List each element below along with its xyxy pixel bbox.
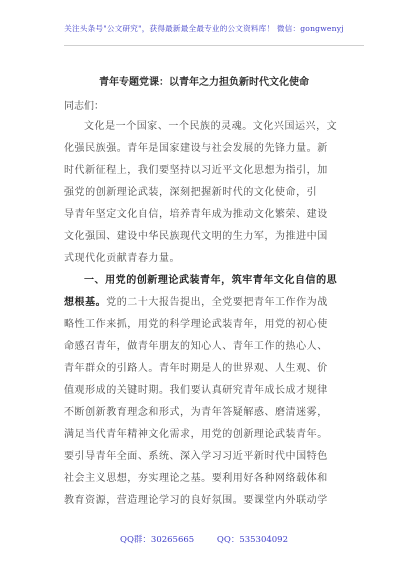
paragraph-line: 命感召青年，做青年朋友的知心人、青年工作的热心人、	[64, 341, 328, 352]
paragraph-line: 值观形成的关键时期。我们要认真研究青年成长成才规律	[64, 385, 328, 396]
paragraph-line: 社会主义思想，夯实理论之基。要利用好各种网络载体和	[64, 473, 328, 484]
paragraph-line: 文化强国、建设中华民族现代文明的生力军，为推进中国	[64, 231, 328, 242]
section-heading-text: 想根基。	[64, 297, 107, 308]
section-heading-line	[84, 273, 337, 289]
section-heading-text: 一、用党的创新理论武装青年，筑牢青年文化自信的思	[84, 275, 338, 286]
paragraph-line: 文化是一个国家、一个民族的灵魂。文化兴国运兴，文	[84, 121, 338, 132]
section-body-text: 党的二十大报告提出，全党要把青年工作作为战	[106, 297, 328, 308]
footer-qq-number: QQ：535304092	[216, 535, 288, 545]
paragraph-line: 强党的创新理论武装，深刻把握新时代的文化使命，引	[64, 187, 318, 198]
section-heading-continuation	[64, 295, 328, 311]
paragraph-line: 导青年坚定文化自信，培养青年成为推动文化繁荣、建设	[64, 209, 328, 220]
header-divider	[64, 45, 364, 46]
document-title: 青年专题党课：以青年之力担负新时代文化使命	[99, 77, 309, 88]
paragraph-line: 不断创新教育理念和形式，为青年答疑解惑、磨清迷雾，	[64, 407, 328, 418]
paragraph-line: 化强民族强。青年是国家建设与社会发展的先锋力量。新	[64, 143, 328, 154]
paragraph-line: 青年群众的引路人。青年时期是人的世界观、人生观、价	[64, 363, 328, 374]
salutation: 同志们：	[64, 101, 104, 112]
header-note: 关注头条号"公文研究"，获得最新最全最专业的公文资料库！ 微信：gongwenyj	[64, 24, 344, 33]
footer-contact	[0, 533, 408, 545]
footer-qq-group: QQ群：30265665	[119, 535, 195, 545]
paragraph-line: 要引导青年全面、系统、深入学习习近平新时代中国特色	[64, 451, 328, 462]
paragraph-line: 满足当代青年精神文化需求，用党的创新理论武装青年。	[64, 429, 328, 440]
paragraph-line: 略性工作来抓，用党的科学理论武装青年，用党的初心使	[64, 319, 328, 330]
paragraph-line: 教育资源，营造理论学习的良好氛围。要课堂内外联动学	[64, 495, 328, 506]
paragraph-line: 时代新征程上，我们要坚持以习近平文化思想为指引，加	[64, 165, 328, 176]
paragraph-line: 式现代化贡献青春力量。	[64, 253, 181, 264]
